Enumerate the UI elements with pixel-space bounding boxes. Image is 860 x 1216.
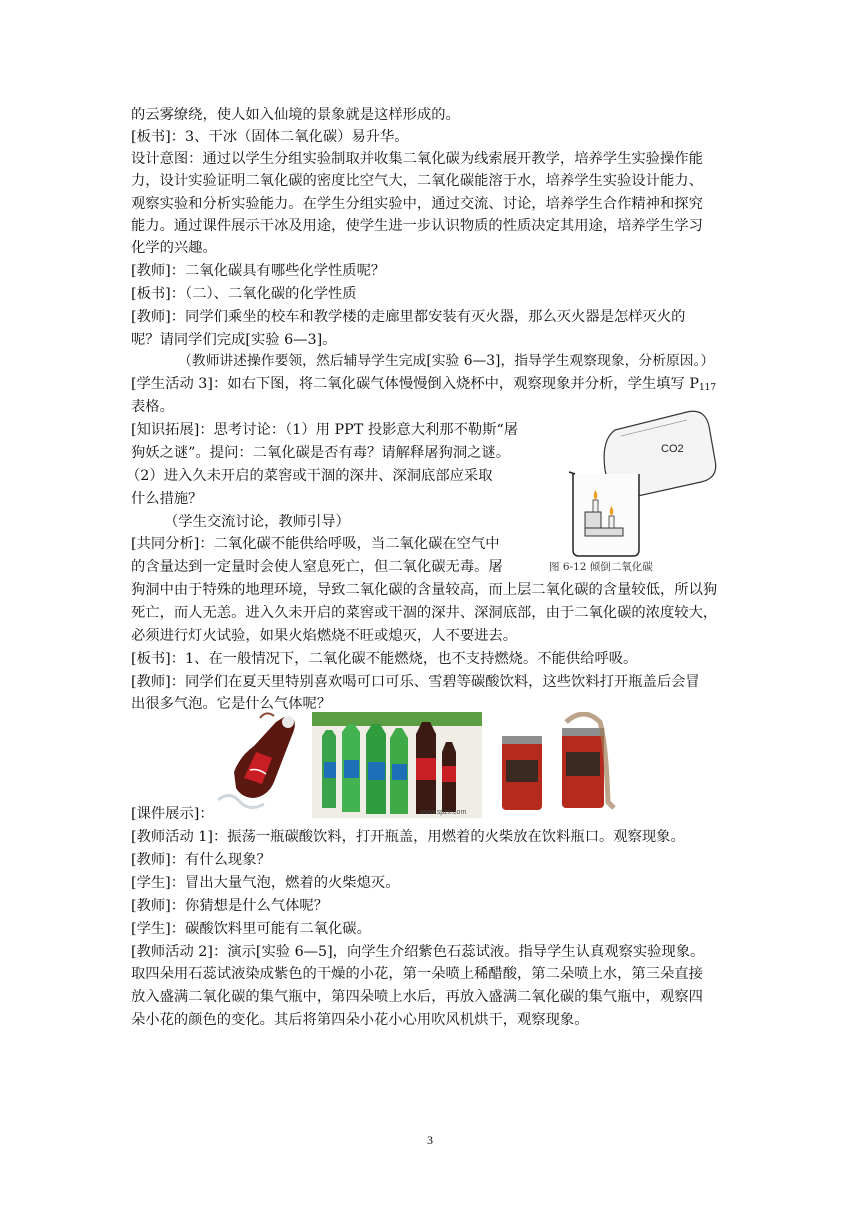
- beaker-icon: [569, 472, 639, 556]
- text-line: 力，设计实验证明二氧化碳的密度比空气大，二氧化碳能溶于水，培养学生实验设计能力、: [131, 173, 703, 189]
- text-line: 放入盛满二氧化碳的集气瓶中，第四朵喷上水后，再放入盛满二氧化碳的集气瓶中，观察四: [131, 989, 703, 1005]
- text-line: 狗洞中由于特殊的地理环境，导致二氧化碳的含量较高，而上层二氧化碳的含量较低，所以狗: [131, 582, 718, 598]
- figure-caption: 图 6-12 倾倒二氧化碳: [549, 561, 653, 573]
- text-line: 设计意图：通过以学生分组实验制取并收集二氧化碳为线索展开教学，培养学生实验操作能: [131, 151, 703, 167]
- text-line: 狗妖之谜”。提问：二氧化碳是否有毒？请解释屠狗洞之谜。: [131, 445, 511, 461]
- page-ref-subscript: 117: [698, 383, 717, 393]
- text-line: （2）进入久未开启的菜窖或干涸的深井、深洞底部应采取: [126, 468, 493, 484]
- text-line: [教师]：有什么现象？: [131, 852, 271, 868]
- text-line: [教师]：二氧化碳具有哪些化学性质呢？: [131, 263, 386, 279]
- text-line: [板书]：1、在一般情况下，二氧化碳不能燃烧，也不支持燃烧。不能供给呼吸。: [131, 651, 638, 667]
- text-line: [课件展示]：: [131, 806, 214, 822]
- cola-bottle-splash-image: [214, 712, 304, 812]
- text-line: （学生交流讨论，教师引导）: [164, 514, 350, 530]
- text-line: [学生]：碳酸饮料里可能有二氧化碳。: [131, 921, 371, 937]
- text-line: [教师活动 2]：演示[实验 6—5]，向学生介绍紫色石蕊试液。指导学生认真观察实验现象。: [131, 944, 705, 960]
- text-line: [教师]：同学们乘坐的校车和教学楼的走廊里都安装有灭火器，那么灭火器是怎样灭火的: [131, 309, 686, 325]
- co2-label: CO2: [661, 443, 684, 455]
- text-line: 观察实验和分析实验能力。在学生分组实验中，通过交流、讨论，培养学生合作精神和探究: [131, 196, 703, 212]
- text-line: 取四朵用石蕊试液染成紫色的干燥的小花，第一朵喷上稀醋酸，第二朵喷上水，第三朵直接: [131, 966, 703, 982]
- text-line: 呢？请同学们完成[实验 6—3]。: [131, 332, 337, 348]
- soft-drink-bottles-image: [312, 712, 482, 818]
- text-line: （教师讲述操作要领，然后辅导学生完成[实验 6—3]，指导学生观察现象，分析原因。）: [178, 353, 715, 369]
- text-line-with-subscript: [131, 373, 716, 399]
- text-line: [教师]：你猜想是什么气体呢？: [131, 898, 329, 914]
- text-line: [知识拓展]：思考讨论：（1）用 PPT 投影意大利那不勒斯“屠: [131, 422, 519, 438]
- co2-pouring-figure: [537, 400, 717, 576]
- text-line: 朵小花的颜色的变化。其后将第四朵小花小心用吹风机烘干，观察现象。: [131, 1012, 589, 1028]
- text-line: [教师活动 1]：振荡一瓶碳酸饮料，打开瓶盖，用燃着的火柴放在饮料瓶口。观察现象。: [131, 829, 685, 845]
- text-line: 化学的兴趣。: [131, 240, 217, 256]
- text-line: [教师]：同学们在夏天里特别喜欢喝可口可乐、雪碧等碳酸饮料，这些饮料打开瓶盖后会冒: [131, 674, 700, 690]
- text-line: 死亡，而人无恙。进入久未开启的菜窖或干涸的深井、深洞底部，由于二氧化碳的浓度较大，: [131, 605, 718, 621]
- text-line: 必须进行灯火试验，如果火焰燃烧不旺或熄灭，人不要进去。: [131, 628, 518, 644]
- text-line: [共同分析]：二氧化碳不能供给呼吸，当二氧化碳在空气中: [131, 536, 500, 552]
- text-line: [学生活动 3]：如右下图，将二氧化碳气体慢慢倒入烧杯中，观察现象并分析，学生填写 P: [131, 376, 699, 392]
- watermark-text: www.spzx.com: [420, 809, 467, 816]
- page-number: 3: [427, 1133, 433, 1147]
- text-line: [板书]：3、干冰（固体二氧化碳）易升华。: [131, 129, 409, 145]
- text-line: 什么措施？: [131, 491, 203, 507]
- cola-cans-image: [496, 712, 626, 816]
- text-line: 出很多气泡。它是什么气体呢？: [131, 696, 332, 712]
- text-line: 能力。通过课件展示干冰及用途，使学生进一步认识物质的性质决定其用途，培养学生学习: [131, 218, 703, 234]
- text-line: 的云雾缭绕，使人如入仙境的景象就是这样形成的。: [131, 107, 460, 123]
- text-line: [学生]：冒出大量气泡，燃着的火柴熄灭。: [131, 875, 400, 891]
- text-line: [板书]：（二）、二氧化碳的化学性质: [131, 286, 357, 302]
- text-line: 表格。: [131, 399, 174, 415]
- text-line: 的含量达到一定量时会使人窒息死亡，但二氧化碳无毒。屠: [131, 559, 503, 575]
